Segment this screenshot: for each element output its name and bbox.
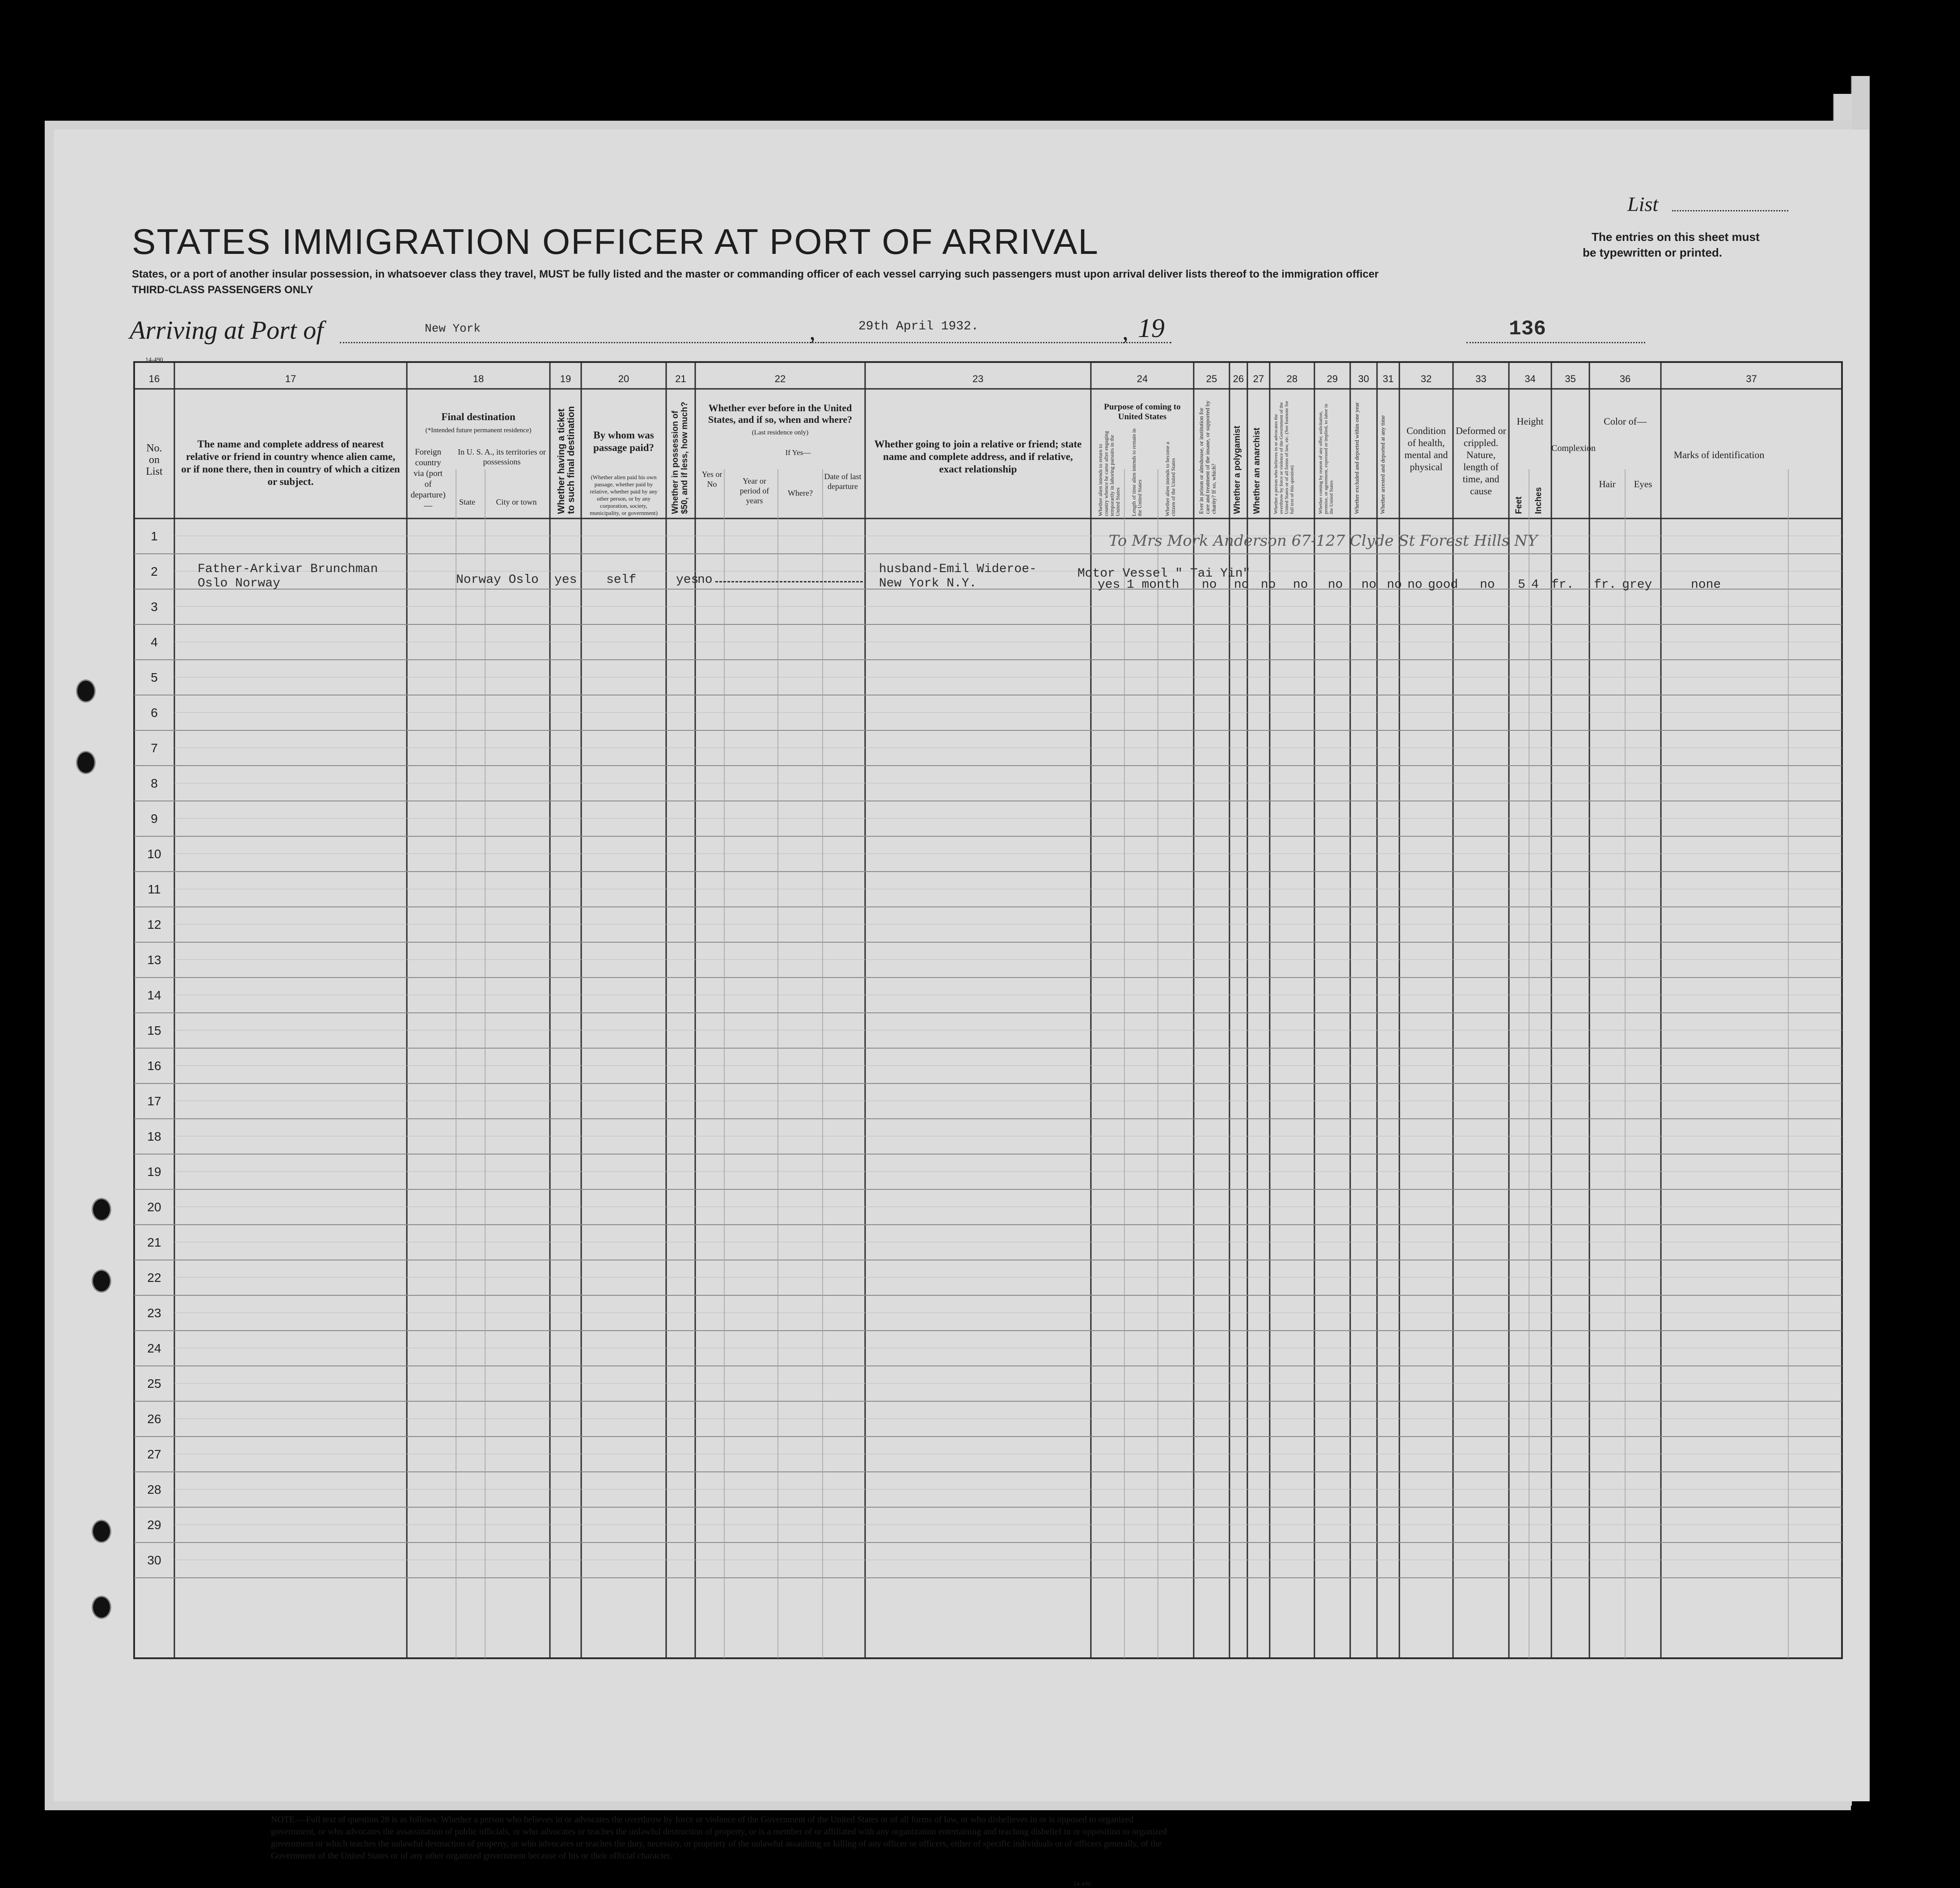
binder-hole-1 <box>76 679 96 703</box>
colnum-18: 18 <box>473 373 484 384</box>
row-number: 7 <box>151 741 158 755</box>
header-state: State <box>459 497 475 506</box>
header-prison: Ever in prison or almshouse, or institution for care and treatment of the insane, or supported by charity? If so, which? <box>1198 400 1217 514</box>
header-q31: Whether arrested and deported at any time <box>1379 415 1386 514</box>
row-number: 14 <box>147 988 161 1002</box>
row-number: 17 <box>147 1094 161 1108</box>
row-number: 3 <box>151 600 158 614</box>
header-purpose-a: Whether alien intends to return to country whence he came after engaging temporarily in laboring pursuits in the United States <box>1097 431 1121 516</box>
row-number: 2 <box>151 565 158 578</box>
row-number: 19 <box>147 1165 161 1179</box>
header-paid-by-sub: (Whether alien paid his own passage, whether paid by relative, whether paid by any other person, or by any corporation, society, municipality, or government) <box>590 474 658 516</box>
entry-q30: no <box>1387 578 1402 592</box>
colnum-21: 21 <box>675 373 686 384</box>
colnum-28: 28 <box>1286 373 1298 384</box>
colnum-37: 37 <box>1746 373 1757 384</box>
entry-dashes <box>715 581 863 582</box>
entry-before-in-us: no <box>697 573 713 587</box>
colnum-27: 27 <box>1253 373 1264 384</box>
entry-foreign-destination: Norway Oslo <box>456 573 539 587</box>
entry-health: good <box>1428 578 1458 592</box>
header-if-yes: If Yes— <box>785 448 811 457</box>
row-number: 21 <box>147 1235 161 1249</box>
header-ticket: Whether having a ticket to such final destination <box>556 406 576 514</box>
year-prefix: 19 <box>1138 313 1165 343</box>
row-number: 28 <box>147 1483 161 1496</box>
form-code-top: 14-490 <box>145 357 163 363</box>
entries-note-1: The entries on this sheet must <box>1592 230 1760 244</box>
footnote-q28: NOTE.—Full text of question 28 is as follows: Whether a person who believes in or advocates the overthrow by force or violence of the Government of the United States or of all forms of law, or who disbelieves in or is opposed to organized government, or who advocates the assassination of public officials, or who advocates or teaches the unlawful destruction of property, or is a member of or affiliated with any organization entertaining and teaching disbelief in or opposition to organized government or which teaches the unlawful destruction of property, or who advocates or teaches the duty, necessity, or propriety of the unlawful assaulting or killing of any officer or officers, either of specific individuals or of officers generally, of the Government of the United States or of any other organized government because of his or their official character. <box>271 1815 1167 1861</box>
header-q29: Whether coming by reason of any offer, solicitation, promise, or agreement, expressed or implied, to labor in the United States <box>1318 404 1334 514</box>
header-health: Condition of health, mental and physical <box>1404 425 1448 472</box>
colnum-35: 35 <box>1565 373 1576 384</box>
header-eyes: Eyes <box>1634 479 1652 489</box>
header-before-in-us: Whether ever before in the United States, and if so, when and where? <box>708 402 853 425</box>
row-number: 4 <box>151 635 158 649</box>
entry-hair: fr. <box>1594 578 1617 592</box>
header-where: Where? <box>788 489 813 497</box>
header-year: Year or period of years <box>739 476 769 505</box>
date-value: 29th April 1932. <box>858 320 979 333</box>
entry-inches: 4 <box>1531 578 1539 592</box>
entry-q31: no <box>1407 578 1423 592</box>
row-number: 25 <box>147 1377 161 1391</box>
entry-length-stay: 1 month <box>1127 578 1179 592</box>
row-number: 22 <box>147 1271 161 1285</box>
entry-eyes: grey <box>1622 578 1652 592</box>
class-note: THIRD-CLASS PASSENGERS ONLY <box>132 284 313 296</box>
header-q30: Whether excluded and deported within one year <box>1353 402 1360 514</box>
row-number: 20 <box>147 1200 161 1214</box>
binder-hole-3 <box>92 1198 111 1221</box>
colnum-25: 25 <box>1206 373 1217 384</box>
page-title: STATES IMMIGRATION OFFICER AT PORT OF ARRIVAL <box>132 222 1099 261</box>
row-number: 9 <box>151 812 158 826</box>
entry-complexion: fr. <box>1551 578 1574 592</box>
header-possession: Whether in possession of $50, and if less, how much? <box>671 401 689 514</box>
header-before-note: (Last residence only) <box>752 429 809 436</box>
entry-join-line2: New York N.Y. <box>879 577 977 590</box>
entry-vessel: Motor Vessel " Tai Yin" <box>1077 567 1250 581</box>
colnum-30: 30 <box>1358 373 1369 384</box>
row-number: 6 <box>151 706 158 720</box>
entry-feet: 5 <box>1518 578 1525 592</box>
header-hair: Hair <box>1599 479 1616 489</box>
header-marks: Marks of identification <box>1673 449 1765 460</box>
colnum-20: 20 <box>618 373 629 384</box>
row-number: 11 <box>148 882 161 896</box>
header-date-departure: Date of last departure <box>824 472 862 491</box>
header-yes-no: Yes or No <box>701 470 722 489</box>
row-number: 27 <box>147 1447 161 1461</box>
entry-citizen: no <box>1202 578 1217 592</box>
header-purpose: Purpose of coming to United States <box>1104 402 1181 421</box>
binder-hole-4 <box>92 1269 111 1293</box>
colnum-36: 36 <box>1619 373 1631 384</box>
entries-note-2: be typewritten or printed. <box>1583 246 1723 259</box>
header-deformed: Deformed or crippled. Nature, length of time, and cause <box>1455 425 1506 497</box>
header-paid-by: By whom was passage paid? <box>593 430 655 453</box>
entry-prison: no <box>1234 578 1249 592</box>
row-number: 26 <box>147 1412 161 1426</box>
port-value: New York <box>425 322 481 335</box>
header-complexion: Complexion <box>1551 443 1596 453</box>
binder-hole-2 <box>76 751 96 774</box>
comma-1: , <box>809 318 815 346</box>
header-q28: Whether a person who believes in or advocates the overthrow by force or violence of the Government of the United States or of all forms of law, etc. (See footnote for full text of this question) <box>1273 400 1295 514</box>
colnum-19: 19 <box>560 373 571 384</box>
header-inches: Inches <box>1534 487 1543 514</box>
entry-possession: yes <box>676 573 699 587</box>
row-number: 23 <box>147 1306 161 1320</box>
header-no-on-list: No. on List <box>146 442 163 477</box>
row-number: 8 <box>151 776 158 790</box>
binder-hole-5 <box>92 1520 111 1543</box>
entry-deformed: no <box>1480 578 1495 592</box>
header-polygamist: Whether a polygamist <box>1233 426 1242 514</box>
entry-relative-line2: Oslo Norway <box>198 577 280 590</box>
entry-polygamist: no <box>1261 578 1276 592</box>
header-final-dest-note: (*Intended future permanent residence) <box>425 427 532 434</box>
row-number: 29 <box>147 1518 161 1532</box>
manifest-sheet <box>54 130 1869 1888</box>
colnum-17: 17 <box>285 373 296 384</box>
row-number: 24 <box>147 1341 161 1355</box>
colnum-24: 24 <box>1136 373 1148 384</box>
subtitle: States, or a port of another insular possession, in whatsoever class they travel, MUST be fully listed and the master or commanding officer of each vessel carrying such passengers must upon arrival deliver lists thereof to the immigration officer <box>132 268 1379 280</box>
header-height: Height <box>1516 416 1544 427</box>
row-number: 12 <box>147 918 161 931</box>
header-final-destination: Final destination <box>441 411 515 422</box>
header-feet: Feet <box>1514 496 1524 514</box>
entry-intends-return: yes <box>1098 578 1120 592</box>
list-label: List <box>1627 193 1659 215</box>
comma-2: , <box>1122 318 1128 346</box>
colnum-33: 33 <box>1475 373 1487 384</box>
entry-ticket: yes <box>554 573 577 587</box>
entry-marks: none <box>1691 578 1721 592</box>
header-city: City or town <box>496 497 537 506</box>
row-number: 16 <box>147 1059 161 1073</box>
row-number: 13 <box>147 953 161 967</box>
entry-paid-by: self <box>606 573 637 587</box>
colnum-31: 31 <box>1382 373 1394 384</box>
header-relative: The name and complete address of nearest relative or friend in country whence alien came, or if none there, then in country of which a citizen or subject. <box>181 438 400 487</box>
header-join-relative: Whether going to join a relative or friend; state name and complete address, and if relative, exact relationship <box>874 438 1082 475</box>
row-number: 15 <box>147 1024 161 1037</box>
row-number: 30 <box>147 1553 161 1567</box>
page-number: 136 <box>1509 317 1546 341</box>
colnum-26: 26 <box>1233 373 1244 384</box>
header-anarchist: Whether an anarchist <box>1252 427 1262 514</box>
header-foreign-country: Foreign country via (port of departure)— <box>410 447 446 510</box>
entry-relative-line1: Father-Arkivar Brunchman <box>198 562 378 576</box>
colnum-22: 22 <box>774 373 786 384</box>
colnum-32: 32 <box>1420 373 1432 384</box>
header-purpose-c: Whether alien intends to become a citizen of the United States <box>1164 442 1176 516</box>
entry-join-line1: husband-Emil Wideroe- <box>879 562 1037 576</box>
binder-hole-6 <box>92 1596 111 1619</box>
colnum-34: 34 <box>1525 373 1536 384</box>
row-number: 1 <box>151 529 158 543</box>
colnum-16: 16 <box>148 373 160 384</box>
colnum-23: 23 <box>972 373 984 384</box>
entry-q28: no <box>1328 578 1343 592</box>
handwritten-address: To Mrs Mork Anderson 67-127 Clyde St Forest Hills NY <box>1109 532 1538 550</box>
colnum-29: 29 <box>1326 373 1338 384</box>
header-color-of: Color of— <box>1604 416 1647 427</box>
header-usa: In U. S. A., its territories or possessions <box>458 447 546 466</box>
form-code-bottom: 14-490 <box>1073 1881 1091 1888</box>
header-purpose-b: Length of time alien intends to remain in the United States <box>1131 428 1143 516</box>
entry-q29: no <box>1361 578 1377 592</box>
row-number: 10 <box>147 847 161 861</box>
row-number: 18 <box>147 1129 161 1143</box>
entry-anarchist: no <box>1293 578 1308 592</box>
row-number: 5 <box>151 670 158 684</box>
arriving-label: Arriving at Port of <box>130 316 324 345</box>
